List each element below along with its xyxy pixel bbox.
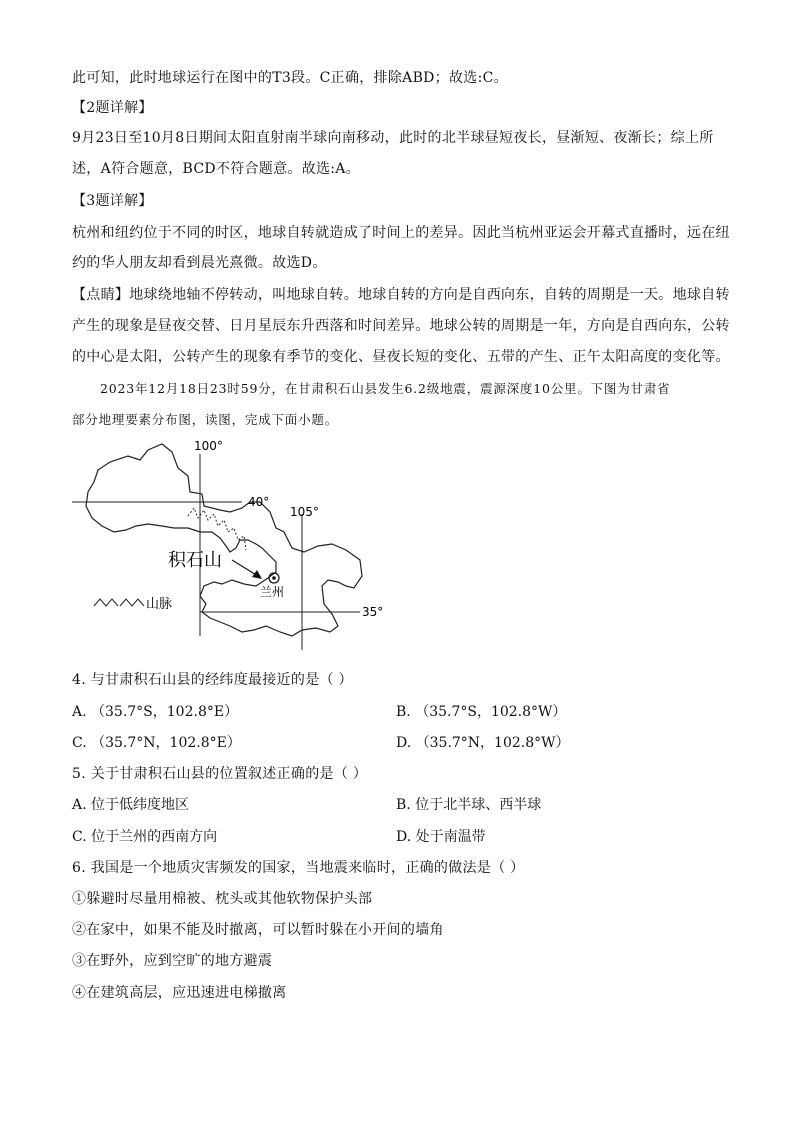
tip-line-3: 的中心是太阳，公转产生的现象有季节的变化、昼夜长短的变化、五带的产生、正午太阳高度的变化等。	[72, 349, 730, 365]
label-lat-35: 35°	[362, 605, 384, 619]
label-lanzhou: 兰州	[260, 585, 285, 599]
gansu-outline	[86, 444, 362, 636]
q3-heading: 【3题详解】	[72, 193, 153, 209]
q4-option-c[interactable]: C. （35.7°N，102.8°E）	[72, 735, 241, 751]
q2-line-1: 9月23日至10月8日期间太阳直射南半球向南移动，此时的北半球昼短夜长，昼渐短、夜渐长；综上所	[72, 130, 714, 146]
stem-line-2: 部分地理要素分布图，读图，完成下面小题。	[72, 412, 339, 427]
mountain-legend-icon	[94, 599, 144, 606]
mountain-ridge	[188, 508, 246, 550]
gansu-map	[70, 436, 400, 656]
q2-heading: 【2题详解】	[72, 100, 153, 116]
lanzhou-marker-dot	[272, 576, 276, 580]
q2-line-2: 述，A符合题意，BCD不符合题意。故选:A。	[72, 161, 361, 177]
q3-line-2: 约的华人朋友却看到晨光熹微。故选D。	[72, 255, 327, 271]
pointer-arrow	[232, 560, 258, 576]
q5-stem: 5. 关于甘肃积石山县的位置叙述正确的是（ ）	[72, 766, 368, 782]
tip-line-1: 【点睛】地球绕地轴不停转动，叫地球自转。地球自转的方向是自西向东，自转的周期是一天。地球自转	[72, 287, 730, 303]
q4-stem: 4. 与甘肃积石山县的经纬度最接近的是（ ）	[72, 672, 353, 688]
q4-option-d[interactable]: D. （35.7°N，102.8°W）	[396, 735, 570, 751]
intro-line-1: 此可知，此时地球运行在图中的T3段。C正确，排除ABD；故选:C。	[72, 70, 508, 86]
q6-stem: 6. 我国是一个地质灾害频发的国家，当地震来临时，正确的做法是（ ）	[72, 860, 525, 876]
label-lon-105: 105°	[290, 505, 319, 519]
q5-option-b[interactable]: B. 位于北半球、西半球	[396, 797, 542, 813]
q3-line-1: 杭州和纽约位于不同的时区，地球自转就造成了时间上的差异。因此当杭州亚运会开幕式直播时，远在纽	[72, 225, 730, 241]
label-lon-100: 100°	[194, 439, 223, 453]
q5-option-a[interactable]: A. 位于低纬度地区	[72, 797, 190, 813]
q6-item-3: ③在野外，应到空旷的地方避震	[72, 953, 273, 969]
q5-option-d[interactable]: D. 处于南温带	[396, 829, 486, 845]
q6-item-1: ①躲避时尽量用棉被、枕头或其他软物保护头部	[72, 891, 373, 907]
stem-line-1: 2023年12月18日23时59分，在甘肃积石山县发生6.2级地震，震源深度10公里。下图为甘肃省	[100, 381, 671, 396]
label-lat-40: 40°	[248, 495, 270, 509]
arrow-head-icon	[252, 570, 262, 579]
q4-option-b[interactable]: B. （35.7°S，102.8°W）	[396, 704, 567, 720]
label-jishishan: 积石山	[168, 550, 222, 571]
legend-mountain-label: 山脉	[146, 597, 173, 612]
q4-option-a[interactable]: A. （35.7°S，102.8°E）	[72, 704, 239, 720]
tip-line-2: 产生的现象是昼夜交替、日月星辰东升西落和时间差异。地球公转的周期是一年，方向是自西向东，公转	[72, 318, 730, 334]
q5-option-c[interactable]: C. 位于兰州的西南方向	[72, 829, 218, 845]
q6-item-2: ②在家中，如果不能及时撤离，可以暂时躲在小开间的墙角	[72, 922, 444, 938]
q6-item-4: ④在建筑高层，应迅速进电梯撤离	[72, 985, 287, 1001]
